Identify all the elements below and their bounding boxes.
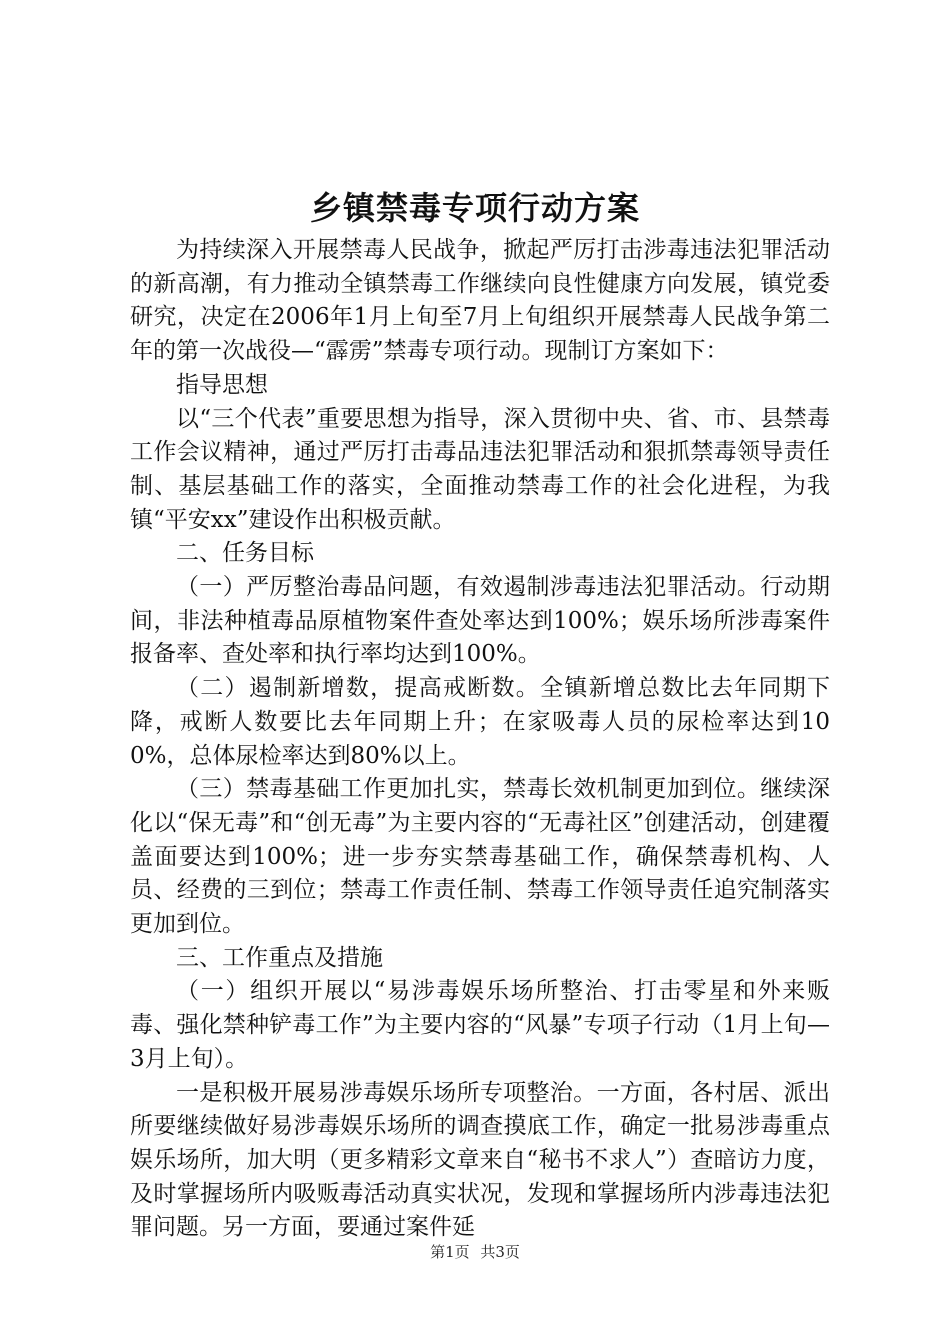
page-footer — [0, 1242, 950, 1262]
page-number: 第1页 — [430, 1243, 470, 1261]
task-goal-paragraph-3: （三）禁毒基础工作更加扎实，禁毒长效机制更加到位。继续深化以“保无毒”和“创无毒”为主要内容的“无毒社区”创建活动，创建覆盖面要达到100%；进一步夯实禁毒基础工作，确保禁毒机构、人员、经费的三到位；禁毒工作责任制、禁毒工作领导责任追究制落实更加到位。 — [130, 776, 830, 938]
document-body — [130, 234, 830, 1245]
document-title: 乡镇禁毒专项行动方案 — [309, 189, 640, 227]
key-work-paragraph-1: （一）组织开展以“易涉毒娱乐场所整治、打击零星和外来贩毒、强化禁种铲毒工作”为主要内容的“风暴”专项子行动（1月上旬—3月上旬）。 — [130, 978, 830, 1072]
task-goal-paragraph-2: （二）遏制新增数，提高戒断数。全镇新增总数比去年同期下降，戒断人数要比去年同期上升；在家吸毒人员的尿检率达到100%，总体尿检率达到80%以上。 — [130, 675, 830, 769]
section-heading-key-work: 三、工作重点及措施 — [176, 944, 383, 971]
section-heading-guiding-ideology: 指导思想 — [176, 371, 268, 398]
section-heading-task-goals: 二、任务目标 — [176, 540, 314, 567]
task-goal-paragraph-1: （一）严厉整治毒品问题，有效遏制涉毒违法犯罪活动。行动期间，非法种植毒品原植物案件查处率达到100%；娱乐场所涉毒案件报备率、查处率和执行率均达到100%。 — [130, 574, 830, 668]
guiding-ideology-paragraph: 以“三个代表”重要思想为指导，深入贯彻中央、省、市、县禁毒工作会议精神，通过严厉打击毒品违法犯罪活动和狠抓禁毒领导责任制、基层基础工作的落实，全面推动禁毒工作的社会化进程，为我镇“平安xx”建设作出积极贡献。 — [130, 405, 830, 533]
intro-paragraph: 为持续深入开展禁毒人民战争，掀起严厉打击涉毒违法犯罪活动的新高潮，有力推动全镇禁毒工作继续向良性健康方向发展，镇党委研究，决定在2006年1月上旬至7月上旬组织开展禁毒人民战争第二年的第一次战役—“霹雳”禁毒专项行动。现制订方案如下： — [130, 237, 830, 365]
page-total: 共3页 — [480, 1243, 520, 1261]
key-work-paragraph-2: 一是积极开展易涉毒娱乐场所专项整治。一方面，各村居、派出所要继续做好易涉毒娱乐场所的调查摸底工作，确定一批易涉毒重点娱乐场所，加大明（更多精彩文章来自“秘书不求人”）查暗访力度，及时掌握场所内吸贩毒活动真实状况，发现和掌握场所内涉毒违法犯罪问题。另一方面，要通过案件延 — [130, 1079, 830, 1241]
